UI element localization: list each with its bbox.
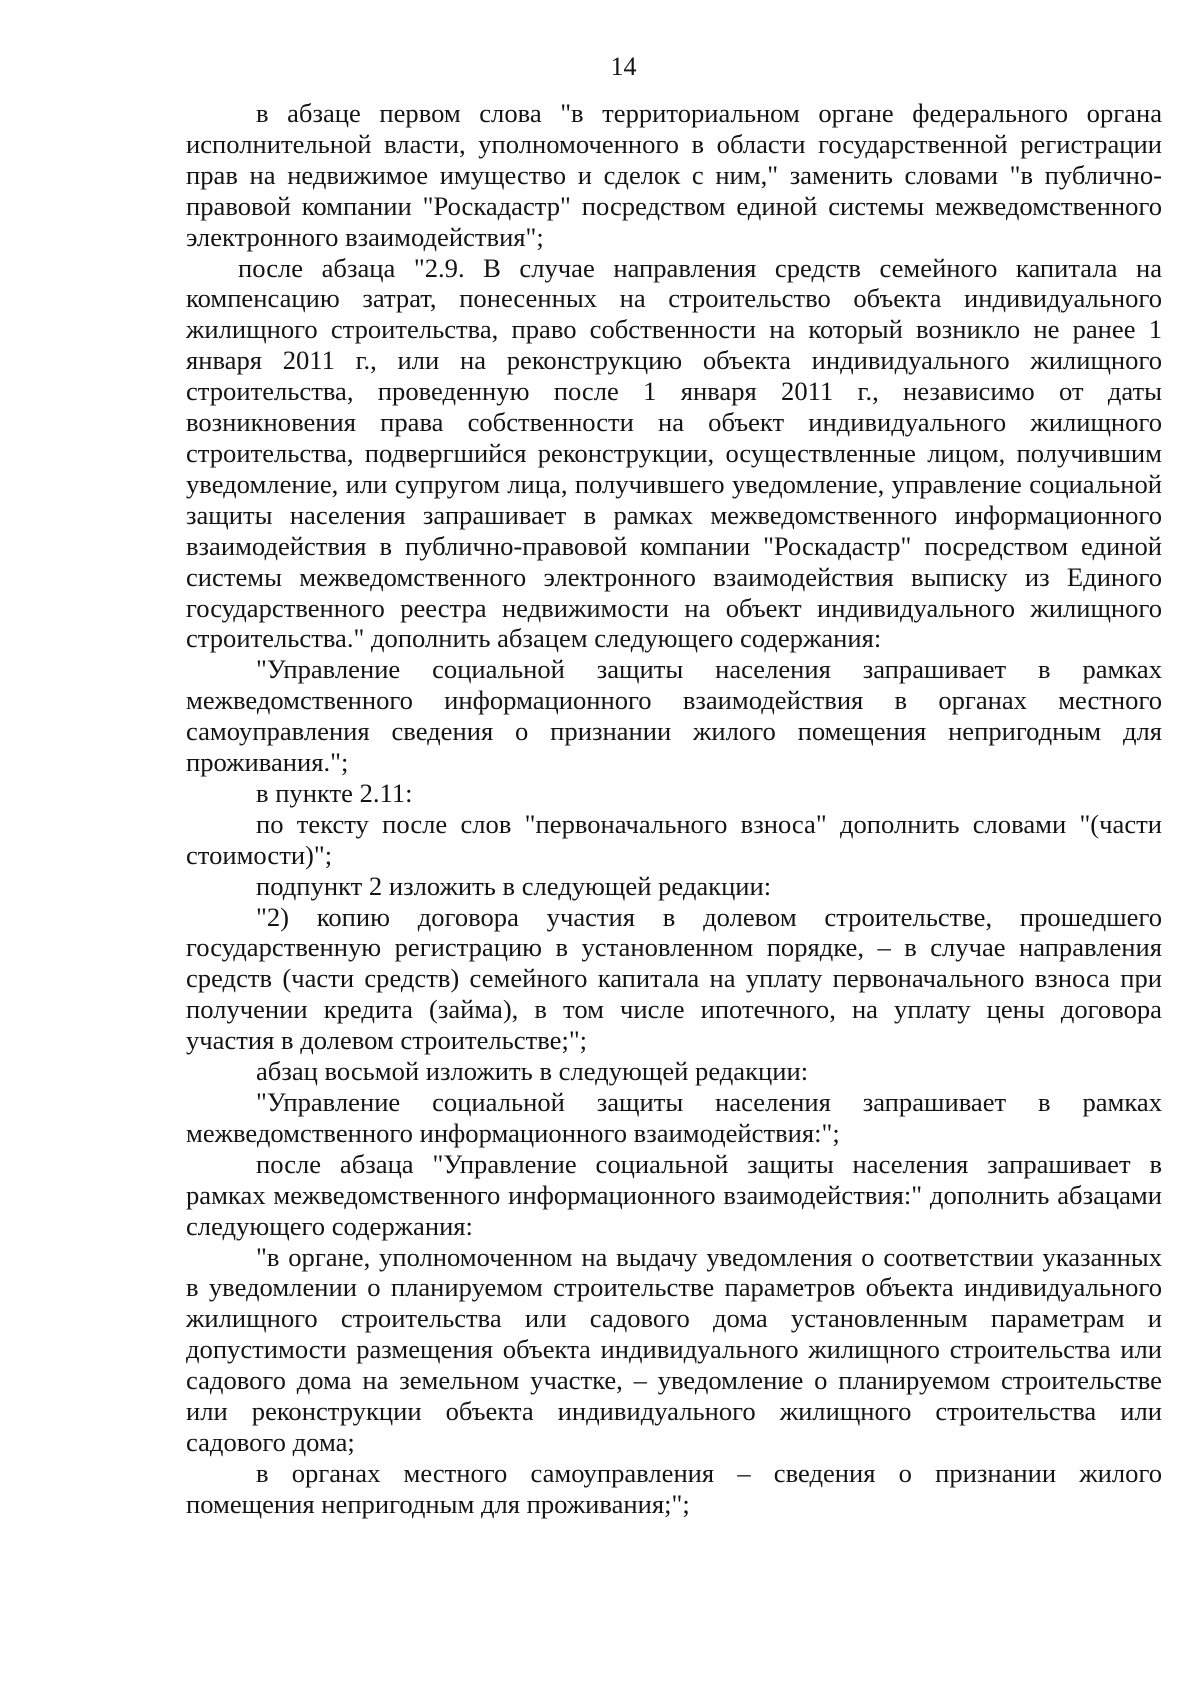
paragraph: после абзаца "Управление социальной защиты населения запрашивает в рамках межведомственного информационного взаимодействия:" дополнить абзацами следующего содержания: bbox=[186, 1148, 1162, 1241]
page-number: 14 bbox=[610, 52, 637, 81]
paragraph: в органах местного самоуправления – сведения о признании жилого помещения непригодным для проживания;"; bbox=[186, 1457, 1162, 1519]
paragraph: "в органе, уполномоченном на выдачу уведомления о соответствии указанных в уведомлении о планируемом строительстве параметров объекта индивидуального жилищного строительства или садового дома установленным параметрам и допустимости размещения объекта индивидуального жилищного строительства или садового дома на земельном участке, – уведомление о планируемом строительстве или реконструкции объекта индивидуального жилищного строительства или садового дома; bbox=[186, 1241, 1162, 1457]
paragraph: после абзаца "2.9. В случае направления средств семейного капитала на компенсацию затрат, понесенных на строительство объекта индивидуального жилищного строительства, право собственности на который возникло не ранее 1 января 2011 г., или на реконструкцию объекта индивидуального жилищного строительства, проведенную после 1 января 2011 г., независимо от даты возникновения права собственности на объект индивидуального жилищного строительства, подвергшийся реконструкции, осуществленные лицом, получившим уведомление, или супругом лица, получившего уведомление, управление социальной защиты населения запрашивает в рамках межведомственного информационного взаимодействия в публично-правовой компании "Роскадастр" посредством единой системы межведомственного электронного взаимодействия выписку из Единого государственного реестра недвижимости на объект индивидуального жилищного строительства." дополнить абзацем следующего содержания: bbox=[186, 252, 1162, 654]
paragraph: "2) копию договора участия в долевом строительстве, прошедшего государственную регистрацию в установленном порядке, – в случае направления средств (части средств) семейного капитала на уплату первоначального взноса при получении кредита (займа), в том числе ипотечного, на уплату цены договора участия в долевом строительстве;"; bbox=[186, 901, 1162, 1056]
paragraph: в пункте 2.11: bbox=[256, 777, 413, 808]
paragraph: абзац восьмой изложить в следующей редакции: bbox=[256, 1056, 809, 1087]
document-body bbox=[186, 98, 1162, 1520]
paragraph: подпункт 2 изложить в следующей редакции: bbox=[256, 870, 772, 901]
paragraph: "Управление социальной защиты населения запрашивает в рамках межведомственного информационного взаимодействия в органах местного самоуправления сведения о признании жилого помещения непригодным для проживания."; bbox=[186, 654, 1162, 778]
paragraph: "Управление социальной защиты населения запрашивает в рамках межведомственного информационного взаимодействия:"; bbox=[186, 1087, 1162, 1148]
paragraph: в абзаце первом слова "в территориальном органе федерального органа исполнительной власти, уполномоченного в области государственной регистрации прав на недвижимое имущество и сделок с ним," заменить словами "в публично-правовой компании "Роскадастр" посредством единой системы межведомственного электронного взаимодействия"; bbox=[186, 98, 1162, 252]
paragraph: по тексту после слов "первоначального взноса" дополнить словами "(части стоимости)"; bbox=[186, 808, 1162, 870]
